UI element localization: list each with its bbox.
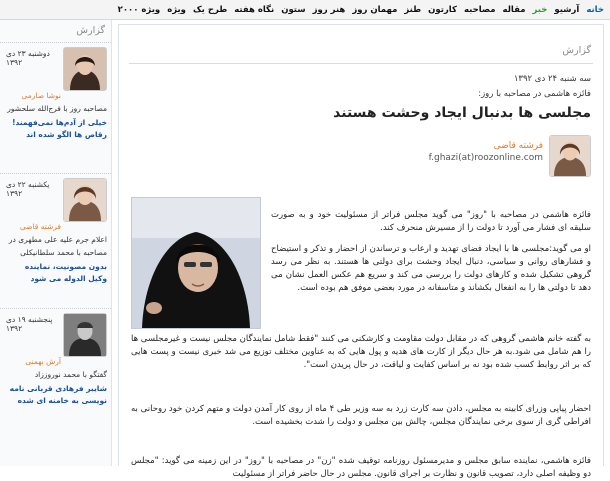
- article-photo: [131, 197, 261, 329]
- sidebar-entry: [0, 174, 111, 309]
- entry-date: یکشنبه ۲۲ دی ۱۳۹۲: [6, 180, 50, 198]
- nav-cartoon[interactable]: کارتون: [428, 4, 457, 15]
- article-paragraph: احضار پیاپی وزرای کابینه به مجلس، دادن سه کارت زرد به سه وزیر طی ۴ ماه از روی کار آمدن دولت و متهم کردن خود روحانی به افراطی گری از سوی برخی نمایندگان مجلس، چالش بین مجلس و دولت را شدت بخشیده است.: [131, 404, 592, 427]
- nav-article[interactable]: مقاله: [502, 4, 526, 15]
- entry-date: پنجشنبه ۱۹ دی ۱۳۹۲: [6, 315, 53, 333]
- article-paragraph: او می گوید:مجلسی ها با ایجاد فضای تهدید و ارعاب و ترساندن از احضار و تذکر و استیضاح و فشارهای روانی و سیاسی، دنبال ایجاد وحشت برای دولتی ها هستند. به نظر می رسد گروهی تشکیل شده و کارهای دولت را بررسی می کند و سریع هم عکس العمل نشان می دهد تا دولتی ها را به انفعال بکشاند و متاسفانه در مورد بعضی موفق هم بوده است.: [271, 244, 591, 293]
- article-paragraph: فائزه هاشمی، نماینده سابق مجلس و مدیرمسئول روزنامه توقیف شده "زن" در مصاحبه با "روز" در این زمینه می گوید: "مجلس دو وظیفه اصلی دارد، تصویب قانون و نظارت بر اجرای قانون. مجلس در حال حاضر فراتر از مسئولیت: [131, 456, 591, 479]
- author-avatar[interactable]: [63, 47, 107, 91]
- article-headline: مجلسی ها بدنبال ایجاد وحشت هستند: [333, 105, 591, 121]
- divider: [129, 63, 593, 64]
- entry-link[interactable]: شایبر فرهادی قربانی نامه نویسی به خامنه ای شده: [9, 384, 107, 405]
- nav-weekly-look[interactable]: نگاه هفته: [234, 4, 275, 15]
- entry-link[interactable]: خیلی از آدم‌ها نمی‌فهمند! رقاص ها الگو شده اند: [12, 118, 107, 139]
- author-avatar[interactable]: [549, 135, 591, 177]
- nav-column[interactable]: ستون: [281, 4, 306, 15]
- top-navigation: [0, 0, 610, 20]
- nav-archive[interactable]: آرشیو: [554, 4, 580, 15]
- entry-author[interactable]: فرشته قاضی: [19, 222, 61, 231]
- article-paragraph: فائزه هاشمی در مصاحبه با "روز" می گوید مجلس فراتر از مسئولیت خود و به صورت سلیقه ای فشار می آورد تا دولت را از مسیرش منحرف کند.: [271, 210, 591, 233]
- entry-text: مصاحبه روز با فرج‌الله سلحشور: [7, 104, 107, 113]
- nav-guest[interactable]: مهمان روز: [352, 4, 398, 15]
- entry-author[interactable]: آرش بهمنی: [25, 357, 61, 366]
- article-date: سه شنبه ۲۴ دی ۱۳۹۲: [513, 74, 591, 84]
- nav-satire[interactable]: طنز: [404, 4, 422, 15]
- entry-date: دوشنبه ۲۳ دی ۱۳۹۲: [6, 49, 50, 67]
- sidebar-entry: [0, 309, 111, 441]
- author-avatar[interactable]: [63, 178, 107, 222]
- sidebar-reports: [0, 20, 112, 466]
- sidebar-entry: [0, 43, 111, 174]
- section-label: گزارش: [562, 45, 591, 56]
- author-name[interactable]: فرشته قاضی: [493, 141, 543, 151]
- nav-special-2000[interactable]: ویژه ۲۰۰۰: [117, 4, 161, 15]
- article-panel: [118, 24, 604, 479]
- article-paragraph: به گفته خانم هاشمی گروهی که در مقابل دولت مقاومت و کارشکنی می کنند "فقط شامل نمایندگان مجلس نیست و غیرمجلسی ها را هم شامل می شود.به هر حال دیگر از کارت های هدیه و پول هایی که به عناوین مختلف توزیع می شد خبری نیست و پست هایی که بر اثر روابط کسب شده بود نه بر اساس کفایت و لیاقت، در حال پریدن است".: [131, 334, 591, 370]
- nav-news[interactable]: خبر: [532, 4, 548, 15]
- entry-text: اعلام جرم علیه علی مطهری در مصاحبه با محمد سلطانیکلی: [8, 235, 107, 257]
- nav-plan-one[interactable]: طرح یک: [192, 4, 228, 15]
- nav-special[interactable]: ویژه: [167, 4, 186, 15]
- author-avatar[interactable]: [63, 313, 107, 357]
- nav-art[interactable]: هنر روز: [312, 4, 346, 15]
- entry-author[interactable]: نوشا صارمی: [21, 91, 61, 100]
- entry-link[interactable]: بدون مصونیت، نماینده وکیل الدوله می شود: [24, 262, 107, 283]
- nav-home[interactable]: خانه: [586, 4, 604, 15]
- entry-text: گفتگو با محمد نوروززاد: [34, 370, 107, 379]
- author-email[interactable]: f.ghazi(at)roozonline.com: [428, 153, 543, 163]
- nav-interview[interactable]: مصاحبه: [463, 4, 496, 15]
- sidebar-title: گزارش: [0, 20, 111, 43]
- article-subhead: فائزه هاشمی در مصاحبه با روز:: [478, 89, 591, 99]
